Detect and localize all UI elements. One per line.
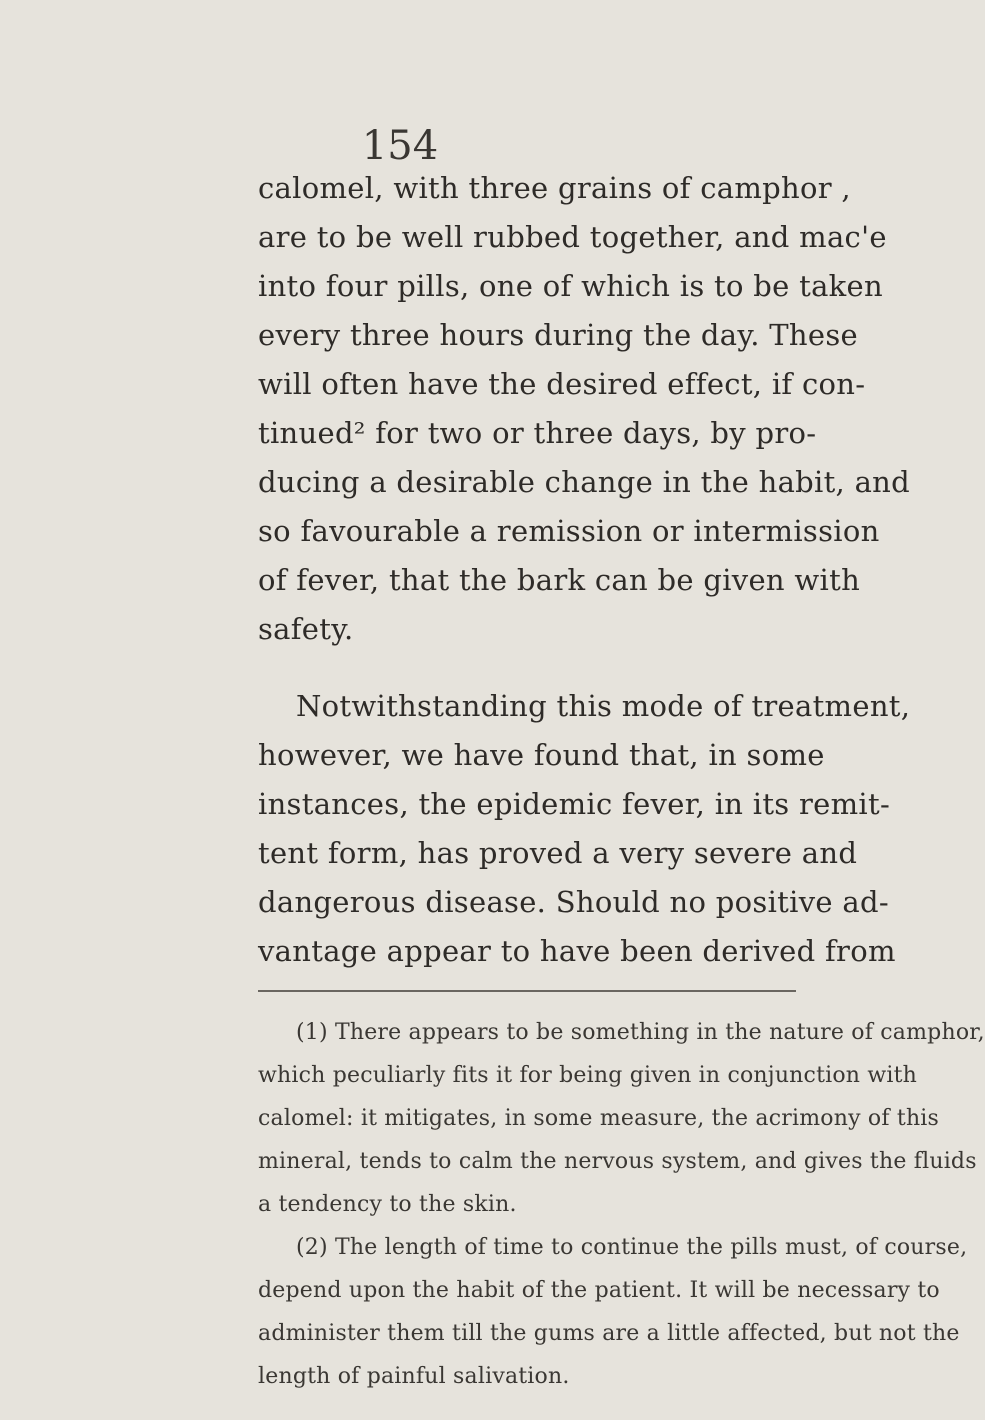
footnote-line: which peculiarly fits it for being given in conjunction with — [258, 1063, 918, 1088]
text-line: tinued² for two or three days, by pro- — [258, 416, 817, 450]
text-line: every three hours during the day. These — [258, 318, 858, 352]
text-line: ducing a desirable change in the habit, and — [258, 465, 911, 499]
text-line: safety. — [258, 612, 354, 646]
footnote-line: a tendency to the skin. — [258, 1192, 517, 1217]
text-line: are to be well rubbed together, and mac'e — [258, 220, 887, 254]
text-line: dangerous disease. Should no positive ad- — [258, 885, 889, 919]
footnote-line: (1) There appears to be something in the nature of camphor, — [296, 1020, 985, 1045]
page-number: 154 — [361, 123, 439, 169]
footnote-line: administer them till the gums are a little affected, but not the — [258, 1321, 960, 1346]
text-line: tent form, has proved a very severe and — [258, 836, 858, 870]
text-line: however, we have found that, in some — [258, 738, 825, 772]
footnote-line: (2) The length of time to continue the pills must, of course, — [296, 1235, 968, 1260]
text-line: calomel, with three grains of camphor , — [258, 171, 851, 205]
footnote-line: length of painful salivation. — [258, 1364, 570, 1389]
footnote-divider — [258, 990, 796, 992]
footnote-line: mineral, tends to calm the nervous system, and gives the fluids — [258, 1149, 977, 1174]
text-line: Notwithstanding this mode of treatment, — [296, 689, 911, 723]
text-line: so favourable a remission or intermission — [258, 514, 880, 548]
footnote-line: depend upon the habit of the patient. It will be necessary to — [258, 1278, 940, 1303]
text-line: will often have the desired effect, if con- — [258, 367, 866, 401]
text-line: instances, the epidemic fever, in its remit- — [258, 787, 891, 821]
text-line: of fever, that the bark can be given with — [258, 563, 861, 597]
text-line: vantage appear to have been derived from — [258, 934, 896, 968]
text-line: into four pills, one of which is to be taken — [258, 269, 883, 303]
footnote-line: calomel: it mitigates, in some measure, the acrimony of this — [258, 1106, 940, 1131]
